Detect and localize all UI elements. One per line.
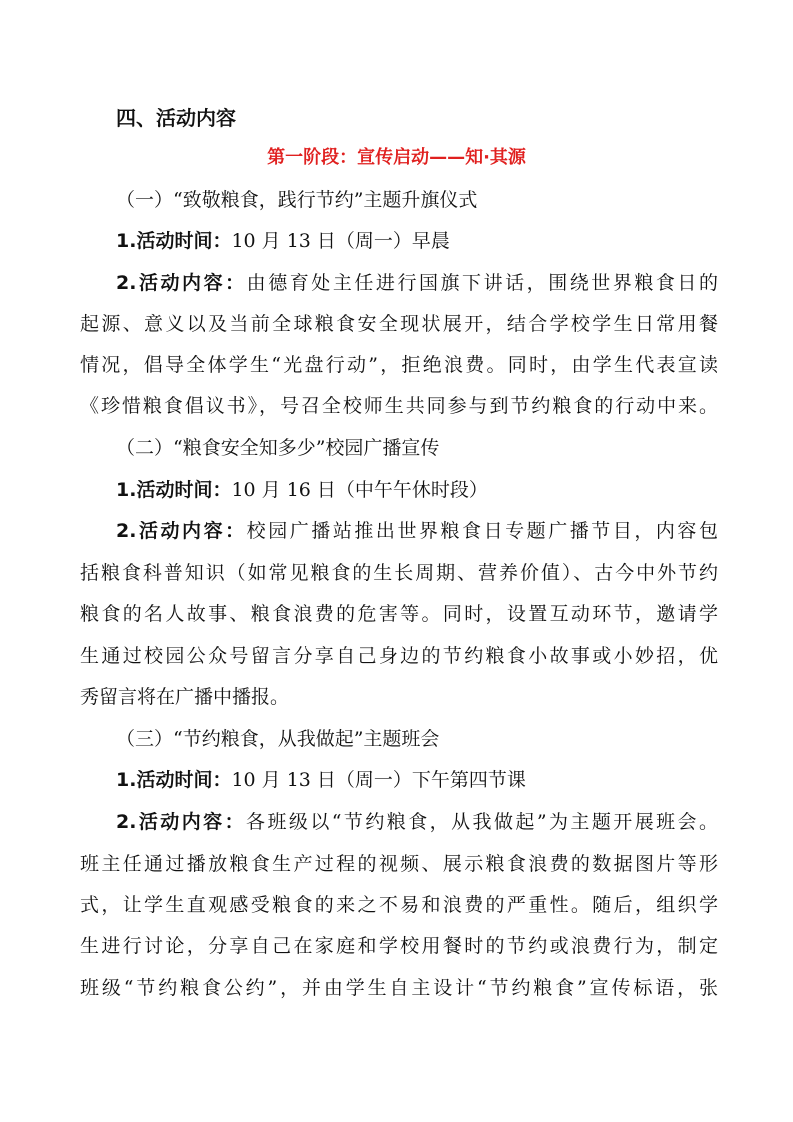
value: 10 月 13 日（周一）下午第四节课 bbox=[231, 769, 526, 791]
text: 由德育处主任进行国旗下讲话，围绕世界粮食日的 bbox=[246, 272, 718, 294]
value: 10 月 16 日（中午午休时段） bbox=[231, 479, 488, 501]
text-line: 生进行讨论，分享自己在家庭和学校用餐时的节约或浪费行为，制定 bbox=[80, 935, 718, 957]
activity-time bbox=[116, 767, 718, 793]
text-line: 秀留言将在广播中播报。 bbox=[80, 686, 290, 708]
value: 10 月 13 日（周一）早晨 bbox=[231, 230, 450, 252]
section-heading: 四、活动内容 bbox=[116, 106, 236, 130]
text: 各班级以“节约粮食，从我做起”为主题开展班会。 bbox=[246, 811, 718, 833]
text-line: 《珍惜粮食倡议书》，号召全校师生共同参与到节约粮食的行动中来。 bbox=[80, 395, 718, 417]
label: 1.活动时间： bbox=[116, 230, 232, 252]
text: 校园广播站推出世界粮食日专题广播节目，内容包 bbox=[246, 520, 718, 542]
text-line: 括粮食科普知识（如常见粮食的生长周期、营养价值）、古今中外节约 bbox=[80, 562, 718, 584]
activity-time bbox=[116, 228, 718, 254]
activity-content bbox=[116, 270, 718, 296]
label: 1.活动时间： bbox=[116, 769, 232, 791]
activity-time bbox=[116, 477, 718, 503]
text-line: 起源、意义以及当前全球粮食安全现状展开，结合学校学生日常用餐 bbox=[80, 313, 718, 335]
text-line: 班级“节约粮食公约”，并由学生自主设计“节约粮食”宣传标语，张 bbox=[80, 977, 718, 999]
activity-content bbox=[116, 518, 718, 544]
label: 1.活动时间： bbox=[116, 479, 232, 501]
label: 2.活动内容： bbox=[116, 811, 247, 833]
text-line: 班主任通过播放粮食生产过程的视频、展示粮食浪费的数据图片等形 bbox=[80, 853, 718, 875]
subsection-title: （三）“节约粮食，从我做起”主题班会 bbox=[116, 728, 440, 750]
stage-title: 第一阶段：宣传启动——知·其源 bbox=[267, 147, 526, 168]
activity-content bbox=[116, 809, 718, 835]
subsection-title: （一）“致敬粮食，践行节约”主题升旗仪式 bbox=[116, 189, 478, 211]
label: 2.活动内容： bbox=[116, 520, 247, 542]
text-line: 粮食的名人故事、粮食浪费的危害等。同时，设置互动环节，邀请学 bbox=[80, 603, 718, 625]
text-line: 式，让学生直观感受粮食的来之不易和浪费的严重性。随后，组织学 bbox=[80, 894, 718, 916]
text-line: 情况，倡导全体学生“光盘行动”，拒绝浪费。同时，由学生代表宣读 bbox=[80, 354, 718, 376]
text-line: 生通过校园公众号留言分享自己身边的节约粮食小故事或小妙招，优 bbox=[80, 645, 718, 667]
label: 2.活动内容： bbox=[116, 272, 247, 294]
subsection-title: （二）“粮食安全知多少”校园广播宣传 bbox=[116, 437, 440, 459]
